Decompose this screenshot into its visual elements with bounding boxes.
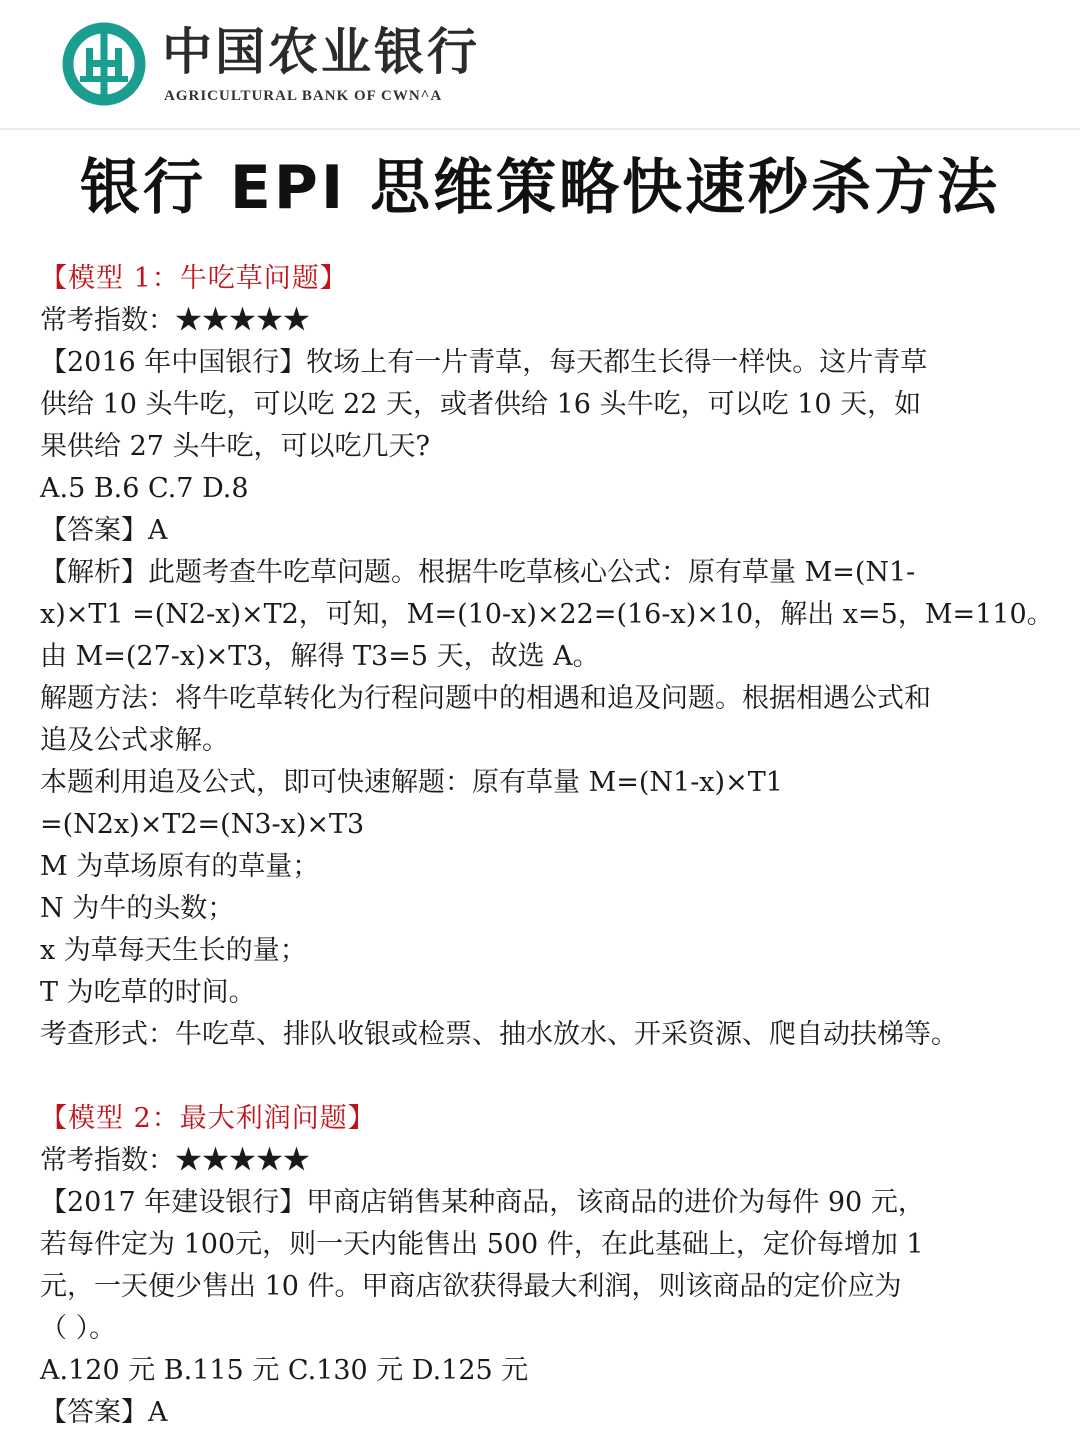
section2-question-line: （ ）。 [40,1313,117,1344]
section1-question-line: 果供给 27 头牛吃，可以吃几天? [40,431,430,462]
section-spacer [40,1056,1070,1098]
section2-heading: 【模型 2：最大利润问题】 [40,1103,376,1134]
section1-question-line: 供给 10 头牛吃，可以吃 22 天，或者供给 16 头牛吃，可以吃 10 天，如 [40,389,922,420]
article-body [40,258,1070,1434]
page-title: 银行 EPI 思维策略快速秒杀方法 [79,153,1001,223]
section1-definition: N 为牛的头数； [40,893,235,924]
section1-analysis-line: x)×T1 =(N2-x)×T2，可知，M=(10-x)×22=(16-x)×10，解出 x=5，M=110。 [40,599,1054,630]
section1-frequency: 常考指数：★★★★★ [40,305,310,336]
section1-formula-line: =(N2x)×T2=(N3-x)×T3 [40,809,365,840]
section2-options: A.120 元 B.115 元 C.130 元 D.125 元 [40,1355,529,1386]
abc-bank-logo-icon [62,22,146,106]
header-divider [0,128,1080,130]
section1-forms: 考查形式：牛吃草、排队收银或检票、抽水放水、开采资源、爬自动扶梯等。 [40,1019,958,1050]
section2-frequency: 常考指数：★★★★★ [40,1145,310,1176]
section1-definition: M 为草场原有的草量； [40,851,320,882]
header [0,0,1080,128]
section2-answer: 【答案】A [40,1397,168,1428]
section1-analysis-line: 【解析】此题考查牛吃草问题。根据牛吃草核心公式：原有草量 M=(N1- [40,557,916,588]
section1-definition: x 为草每天生长的量； [40,935,307,966]
section1-question-line: 【2016 年中国银行】牧场上有一片青草，每天都生长得一样快。这片青草 [40,347,928,378]
section1-definition: T 为吃草的时间。 [40,977,256,1008]
section1-method-line: 解题方法：将牛吃草转化为行程问题中的相遇和追及问题。根据相遇公式和 [40,683,931,714]
section1-answer: 【答案】A [40,515,168,546]
bank-name-english: AGRICULTURAL BANK OF CWN^A [164,88,443,104]
bank-name-chinese: 中国农业银行 [162,23,480,81]
section1-options: A.5 B.6 C.7 D.8 [40,473,249,504]
section2-question-line: 若每件定为 100元，则一天内能售出 500 件，在此基础上，定价每增加 1 [40,1229,924,1260]
section1-formula-line: 本题利用追及公式，即可快速解题：原有草量 M=(N1-x)×T1 [40,767,783,798]
section2-question-line: 元，一天便少售出 10 件。甲商店欲获得最大利润，则该商品的定价应为 [40,1271,902,1302]
section1-method-line: 追及公式求解。 [40,725,229,756]
section2-question-line: 【2017 年建设银行】甲商店销售某种商品，该商品的进价为每件 90 元， [40,1187,925,1218]
section1-analysis-line: 由 M=(27-x)×T3，解得 T3=5 天，故选 A。 [40,641,600,672]
section1-heading: 【模型 1：牛吃草问题】 [40,263,348,294]
